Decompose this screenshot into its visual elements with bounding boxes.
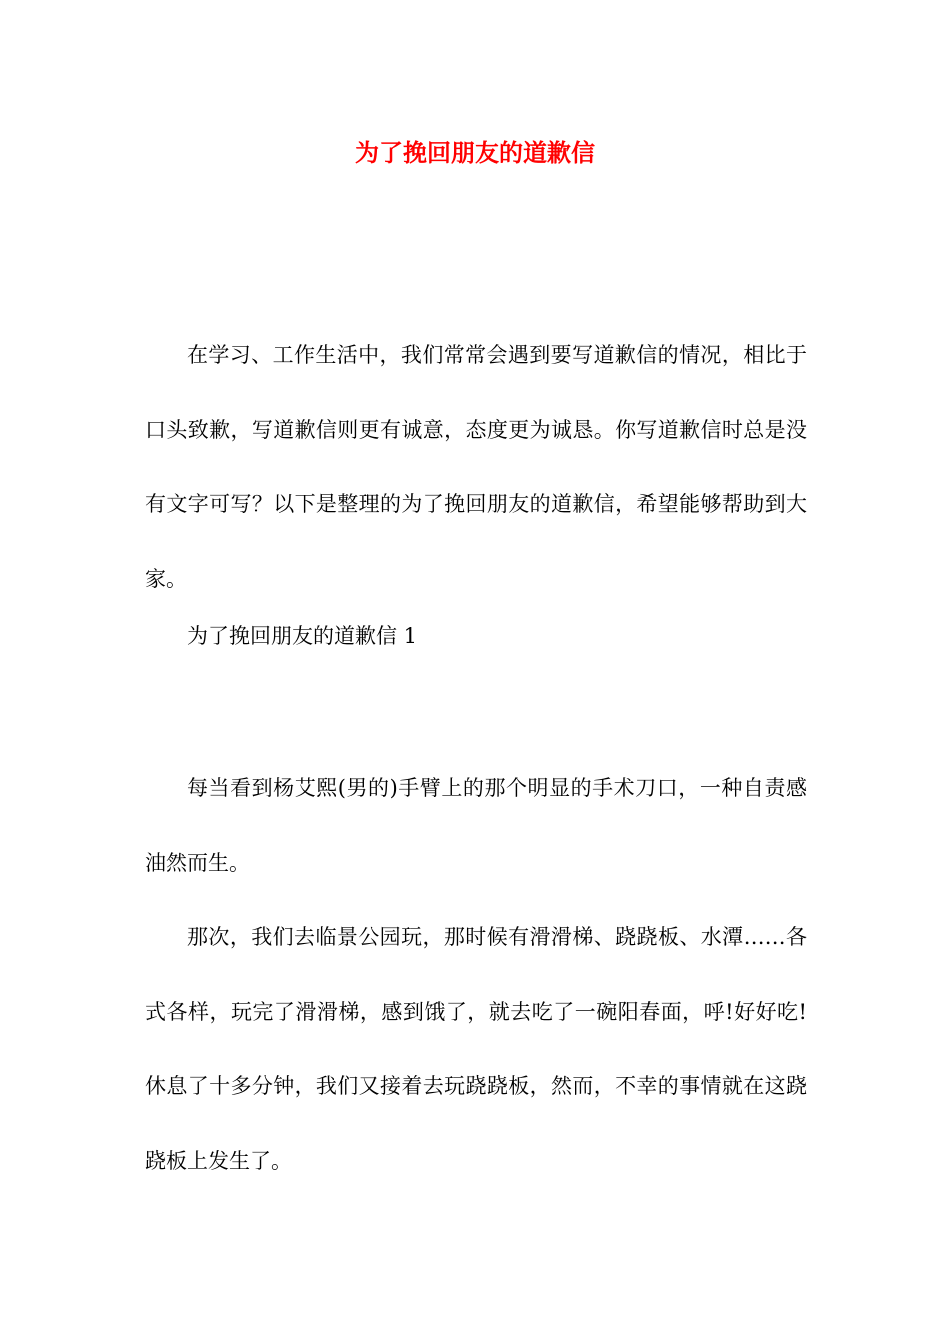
- intro-paragraph: 在学习、工作生活中，我们常常会遇到要写道歉信的情况，相比于口头致歉，写道歉信则更有诚意，态度更为诚恳。你写道歉信时总是没有文字可写？以下是整理的为了挽回朋友的道歉信，希望能够帮助到大家。: [145, 343, 807, 591]
- document-title: 为了挽回朋友的道歉信: [355, 139, 595, 167]
- body-paragraph-2: 那次，我们去临景公园玩，那时候有滑滑梯、跷跷板、水潭……各式各样，玩完了滑滑梯，感到饿了，就去吃了一碗阳春面，呼!好好吃!休息了十多分钟，我们又接着去玩跷跷板，然而，不幸的事情就在这跷跷板上发生了。: [145, 925, 807, 1173]
- section-heading: 为了挽回朋友的道歉信 1: [187, 624, 418, 648]
- body-paragraph-1: 每当看到杨艾熙(男的)手臂上的那个明显的手术刀口，一种自责感油然而生。: [145, 776, 807, 875]
